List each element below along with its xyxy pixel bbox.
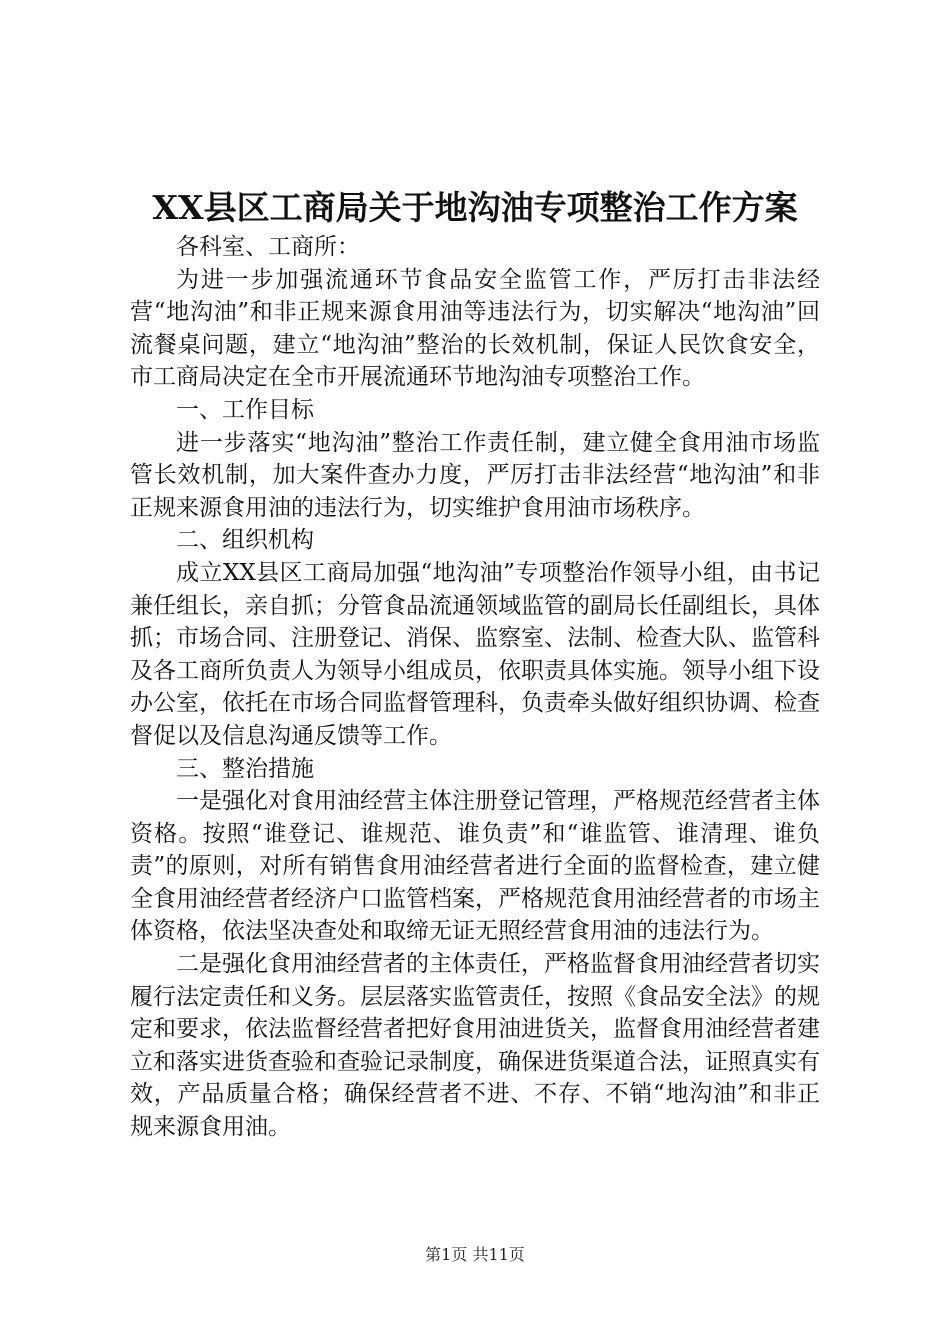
heading-work-goal: 一、工作目标 [176,396,314,423]
paragraph-organization: 成立XX县区工商局加强“地沟油”专项整治作领导小组，由书记兼任组长，亲自抓；分管食品流通领域监管的副局长任副组长，具体抓；市场合同、注册登记、消保、监察室、法制、检查大队、监管科及各工商所负责人为领导小组成员，依职责具体实施。领导小组下设办公室，依托在市场合同监督管理科，负责牵头做好组织协调、检查督促以及信息沟通反馈等工作。 [130,559,820,749]
paragraph-intro: 为进一步加强流通环节食品安全监管工作，严厉打击非法经营“地沟油”和非正规来源食用油等违法行为，切实解决“地沟油”回流餐桌问题，建立“地沟油”整治的长效机制，保证人民饮食安全，市工商局决定在全市开展流通环节地沟油专项整治工作。 [130,266,820,391]
heading-organization: 二、组织机构 [176,527,314,554]
page-footer: 第1页 共11页 [425,1245,525,1264]
document-title: XX县区工商局关于地沟油专项整治工作方案 [152,188,798,227]
paragraph-measure-one: 一是强化对食用油经营主体注册登记管理，严格规范经营者主体资格。按照“谁登记、谁规范、谁负责”和“谁监管、谁清理、谁负责”的原则，对所有销售食用油经营者进行全面的监督检查，建立健全食用油经营者经济户口监管档案，严格规范食用油经营者的市场主体资格，依法坚决查处和取缔无证无照经营食用油的违法行为。 [130,788,820,945]
paragraph-measure-two: 二是强化食用油经营者的主体责任，严格监督食用油经营者切实履行法定责任和义务。层层落实监管责任，按照《食品安全法》的规定和要求，依法监督经营者把好食用油进货关，监督食用油经营者建立和落实进货查验和查验记录制度，确保进货渠道合法，证照真实有效，产品质量合格；确保经营者不进、不存、不销“地沟油”和非正规来源食用油。 [130,951,820,1141]
document-body [130,231,820,1144]
paragraph-work-goal: 进一步落实“地沟油”整治工作责任制，建立健全食用油市场监管长效机制，加大案件查办力度，严厉打击非法经营“地沟油”和非正规来源食用油的违法行为，切实维护食用油市场秩序。 [130,429,820,521]
heading-measures: 三、整治措施 [176,755,314,782]
salutation: 各科室、工商所： [176,234,360,260]
